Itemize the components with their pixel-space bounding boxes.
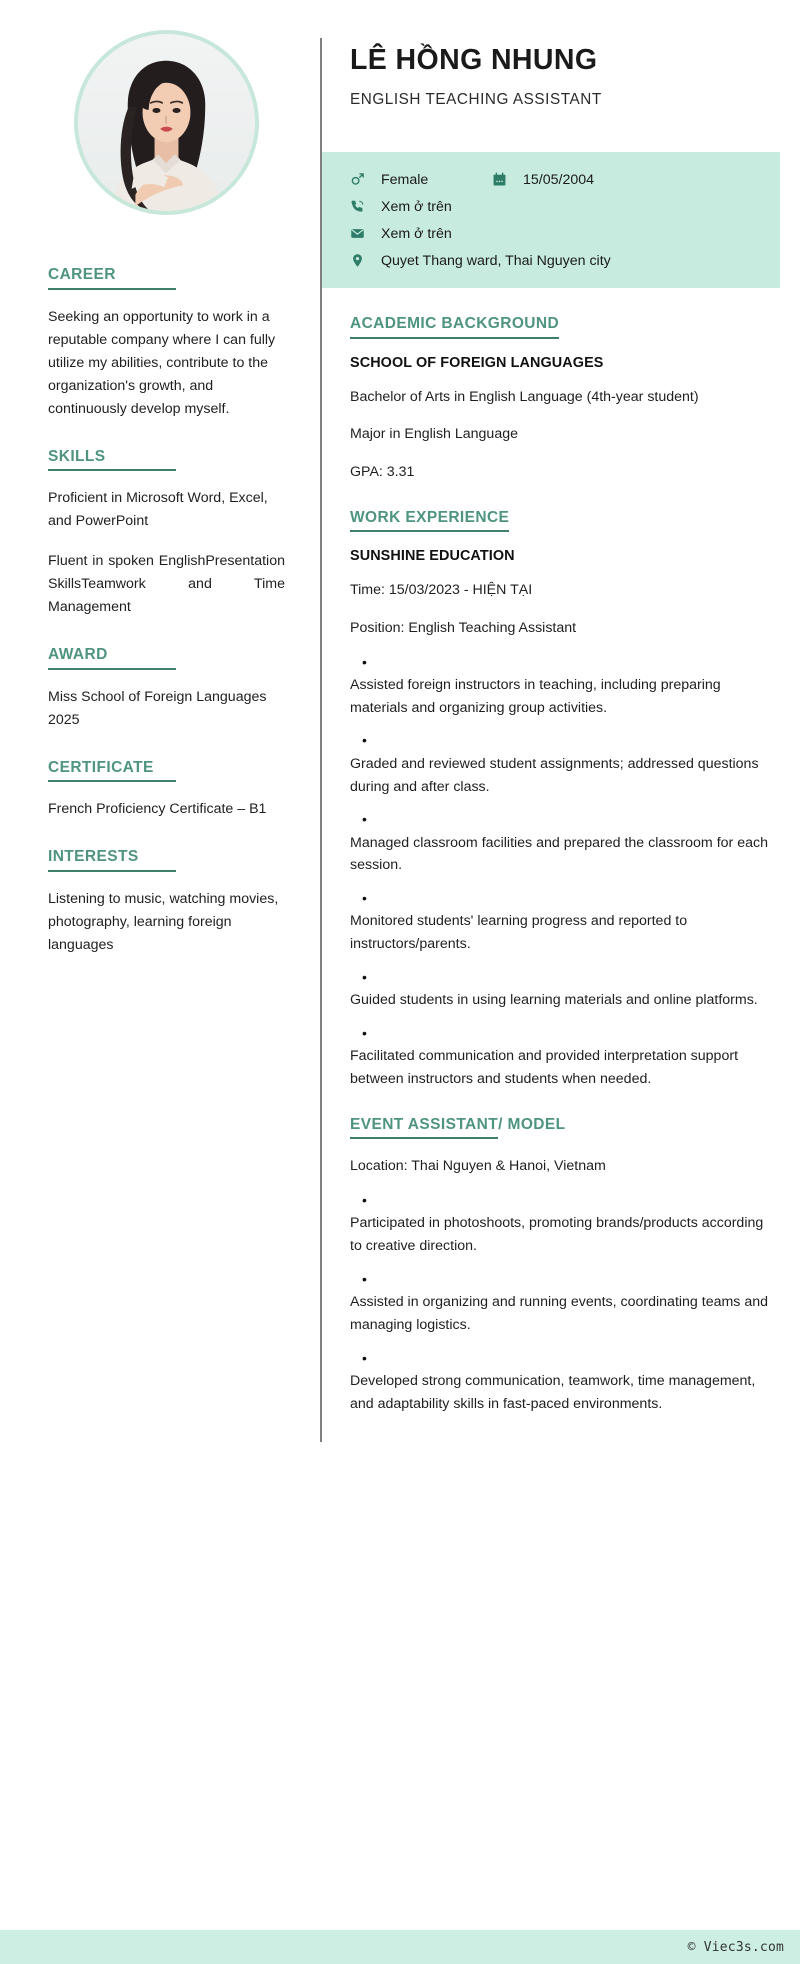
bullet-marker: • xyxy=(362,1270,367,1287)
gpa-line: GPA: 3.31 xyxy=(350,463,415,480)
contact-phone-value: Xem ở trên xyxy=(381,198,452,215)
bullet-marker: • xyxy=(362,968,367,985)
right-body xyxy=(322,316,780,1416)
section-heading-event xyxy=(350,1117,566,1140)
section-career xyxy=(48,267,285,421)
section-heading-academic: ACADEMIC BACKGROUND xyxy=(350,316,559,339)
name-block xyxy=(322,0,780,152)
major-line: Major in English Language xyxy=(350,426,518,443)
section-event-assistant xyxy=(350,1117,772,1416)
section-award xyxy=(48,647,285,732)
contact-email xyxy=(350,226,452,242)
bullet-marker: • xyxy=(362,811,367,828)
event-bullet xyxy=(350,1351,772,1416)
bullet-text: Facilitated communication and provided interpretation support between instructors and students when needed. xyxy=(350,1048,739,1088)
bullet-marker: • xyxy=(362,1349,367,1366)
footer-bar xyxy=(0,1930,800,1964)
section-heading-award: AWARD xyxy=(48,647,176,670)
photo-block xyxy=(48,30,285,215)
bullet-marker: • xyxy=(362,732,367,749)
footer-credit: © Viec3s.com xyxy=(687,1939,784,1955)
contact-address-value: Quyet Thang ward, Thai Nguyen city xyxy=(381,252,611,269)
contact-row xyxy=(350,193,780,220)
section-skills xyxy=(48,449,285,620)
event-location: Location: Thai Nguyen & Hanoi, Vietnam xyxy=(350,1158,606,1175)
work-time: Time: 15/03/2023 - HIỆN TẠI xyxy=(350,582,533,599)
section-heading-event-main: EVENT ASSISTANT xyxy=(350,1117,498,1140)
contact-address xyxy=(350,253,611,269)
contact-gender xyxy=(350,172,492,188)
work-bullet xyxy=(350,1026,772,1091)
avatar xyxy=(74,30,259,215)
interests-text: Listening to music, watching movies, photography, learning foreign languages xyxy=(48,890,279,953)
bullet-marker: • xyxy=(362,653,367,670)
email-icon xyxy=(350,226,372,242)
work-bullet xyxy=(350,812,772,877)
work-bullet xyxy=(350,970,772,1012)
certificate-text: French Proficiency Certificate – B1 xyxy=(48,801,267,817)
section-heading-skills: SKILLS xyxy=(48,449,176,472)
calendar-icon xyxy=(492,172,514,188)
page-title: LÊ HỒNG NHUNG xyxy=(350,44,598,76)
contact-email-value: Xem ở trên xyxy=(381,225,452,242)
bullet-marker: • xyxy=(362,1025,367,1042)
bullet-text: Participated in photoshoots, promoting brands/products according to creative direction. xyxy=(350,1215,764,1255)
contact-gender-value: Female xyxy=(381,171,429,188)
bullet-text: Assisted foreign instructors in teaching, including preparing materials and organizing group activities. xyxy=(350,676,721,716)
contact-row xyxy=(350,220,780,247)
bullet-text: Monitored students' learning progress and reported to instructors/parents. xyxy=(350,913,688,953)
contact-dob xyxy=(492,172,594,188)
phone-icon xyxy=(350,199,372,215)
bullet-text: Graded and reviewed student assignments; addressed questions during and after class. xyxy=(350,755,759,795)
section-heading-event-rest: / MODEL xyxy=(498,1115,566,1133)
job-title: ENGLISH TEACHING ASSISTANT xyxy=(350,91,602,108)
contact-row xyxy=(350,166,780,193)
bullet-text: Guided students in using learning materials and online platforms. xyxy=(350,992,758,1009)
section-heading-work: WORK EXPERIENCE xyxy=(350,510,509,533)
bullet-text: Developed strong communication, teamwork, time management, and adaptability skills in fast-paced environments. xyxy=(350,1373,756,1412)
work-bullet xyxy=(350,655,772,720)
profile-photo-illustration xyxy=(78,34,255,211)
contact-row xyxy=(350,247,780,274)
degree-line: Bachelor of Arts in English Language (4th-year student) xyxy=(350,388,699,405)
event-bullet xyxy=(350,1272,772,1337)
bullet-text: Assisted in organizing and running events, coordinating teams and managing logistics. xyxy=(350,1294,769,1333)
work-bullet xyxy=(350,733,772,798)
section-heading-interests: INTERESTS xyxy=(48,849,176,872)
section-certificate xyxy=(48,760,285,822)
section-work-experience xyxy=(350,510,772,1091)
skills-text-2: Fluent in spoken EnglishPresentation SkillsTeamwork and Time Management xyxy=(48,553,285,615)
bullet-marker: • xyxy=(362,890,367,907)
right-column xyxy=(322,0,800,1442)
bullet-marker: • xyxy=(362,1192,367,1209)
award-text: Miss School of Foreign Languages 2025 xyxy=(48,688,267,728)
contact-dob-value: 15/05/2004 xyxy=(523,171,595,188)
work-bullet xyxy=(350,891,772,956)
location-icon xyxy=(350,253,372,269)
school-name: SCHOOL OF FOREIGN LANGUAGES xyxy=(350,354,604,371)
career-text: Seeking an opportunity to work in a reputable company where I can fully utilize my abilities, contribute to the organization's growth, and continuously develop myself. xyxy=(48,308,276,417)
skills-text-1: Proficient in Microsoft Word, Excel, and PowerPoint xyxy=(48,490,268,529)
gender-icon xyxy=(350,172,372,188)
bullet-text: Managed classroom facilities and prepared the classroom for each session. xyxy=(350,834,768,874)
contact-phone xyxy=(350,199,452,215)
event-bullet xyxy=(350,1193,772,1258)
contact-band xyxy=(322,152,780,288)
section-academic-background xyxy=(350,316,772,484)
section-interests xyxy=(48,849,285,957)
left-sections xyxy=(48,267,285,957)
company-name: SUNSHINE EDUCATION xyxy=(350,548,515,565)
section-heading-career: CAREER xyxy=(48,267,176,290)
work-position: Position: English Teaching Assistant xyxy=(350,619,577,636)
left-column xyxy=(0,0,320,957)
section-heading-certificate: CERTIFICATE xyxy=(48,760,176,783)
